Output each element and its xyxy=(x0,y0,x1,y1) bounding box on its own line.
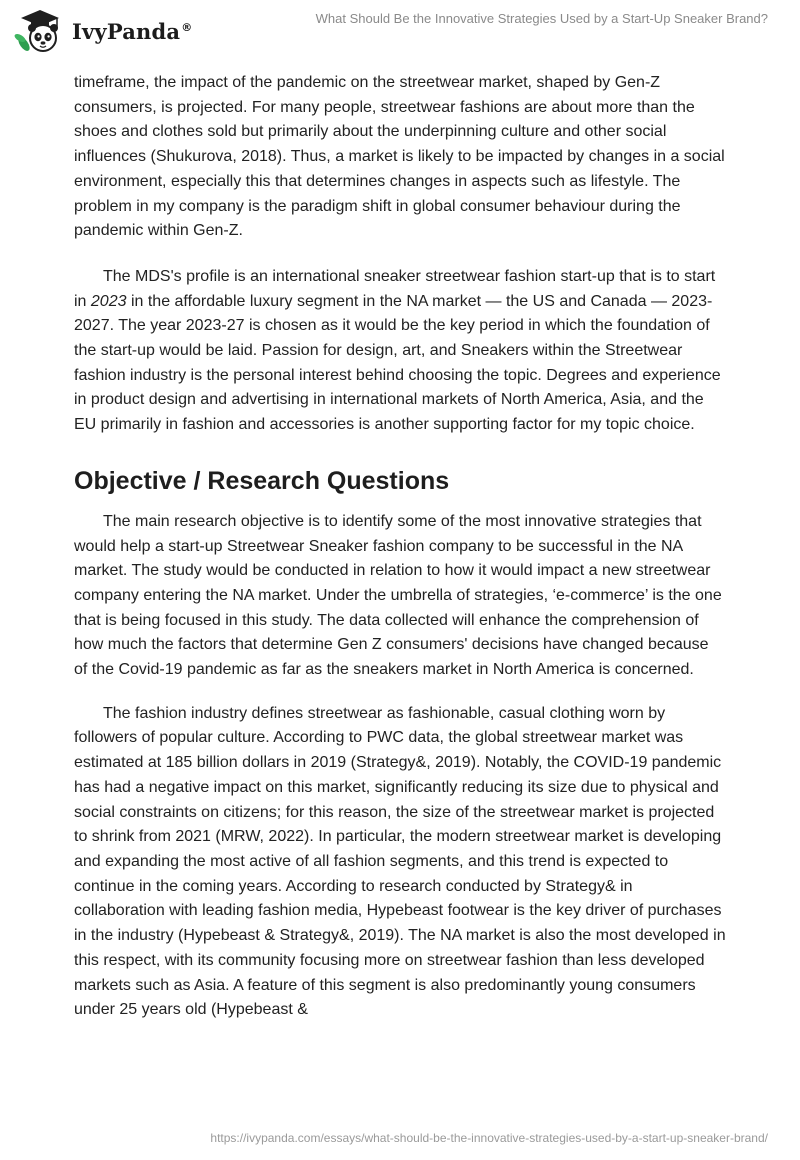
paragraph-4: The fashion industry defines streetwear as fashionable, casual clothing worn by followers of popular culture. According to PWC data, the global streetwear market was estimated at 185 billion dollars in 2019 (Strategy&, 2019). Notably, the COVID-19 pandemic has had a negative impact on this market, significantly reducing its size due to physical and social constraints on citizens; for this reason, the size of the streetwear market is projected to shrink from 2021 (MRW, 2022). In particular, the modern streetwear market is developing and expanding the most active of all fashion segments, and this trend is expected to continue in the coming years. According to research conducted by Strategy& in collaboration with leading fashion media, Hypebeast footwear is the key driver of purchases in the industry (Hypebeast & Strategy&, 2019). The NA market is also the most developed in this respect, with its community focusing more on streetwear fashion than less developed markets such as Asia. A feature of this segment is also predominantly young consumers under 25 years old (Hypebeast & xyxy=(74,704,726,1019)
essay-content xyxy=(74,71,726,1023)
paragraph-2-end: in the affordable luxury segment in the NA market — the US and Canada — 2023-2027. The year 2023-27 is chosen as it would be the key period in which the foundation of the start-up would be laid. Passion for design, art, and Sneakers within the Streetwear fashion industry is the personal interest behind choosing the topic. Degrees and experience in product design and advertising in international markets of North America, Asia, and the EU primarily in fashion and accessories is another supporting factor for my topic choice. xyxy=(74,292,721,434)
footer-url[interactable]: https://ivypanda.com/essays/what-should-be-the-innovative-strategies-used-by-a-start-up-sneaker-brand/ xyxy=(210,1131,768,1145)
paragraph-3: The main research objective is to identify some of the most innovative strategies that would help a start-up Streetwear Sneaker fashion company to be successful in the NA market. The study would be conducted in relation to how it would impact a new streetwear company entering the NA market. Under the umbrella of strategies, ‘e-commerce’ is the one that is being focused in this study. The data collected will enhance the comprehension of how much the factors that determine Gen Z consumers' decisions have changed because of the Covid-19 pandemic as far as the sneakers market in North America is concerned. xyxy=(74,512,722,679)
document-title: What Should Be the Innovative Strategies Used by a Start-Up Sneaker Brand? xyxy=(315,11,768,26)
paragraph-1: timeframe, the impact of the pandemic on the streetwear market, shaped by Gen-Z consumers, is projected. For many people, streetwear fashions are about more than the shoes and clothes sold but primarily about the underpinning culture and other social influences (Shukurova, 2018). Thus, a market is likely to be impacted by changes in a social environment, especially this that determines changes in aspects such as lifestyle. The problem in my company is the paradigm shift in global consumer behaviour during the pandemic within Gen-Z. xyxy=(74,74,725,240)
registered-mark: ® xyxy=(181,20,193,34)
section-heading: Objective / Research Questions xyxy=(74,466,450,495)
paragraph-2-year: 2023 xyxy=(90,292,127,310)
paragraph-2-start: The MDS's profile is an international sneaker streetwear fashion start-up that is to start in xyxy=(74,267,716,310)
paragraph-2 xyxy=(74,265,726,438)
page-header xyxy=(0,0,800,60)
brand-logo[interactable] xyxy=(14,8,192,54)
brand-name: IvyPanda® xyxy=(72,18,193,44)
panda-logo-icon xyxy=(14,8,66,54)
